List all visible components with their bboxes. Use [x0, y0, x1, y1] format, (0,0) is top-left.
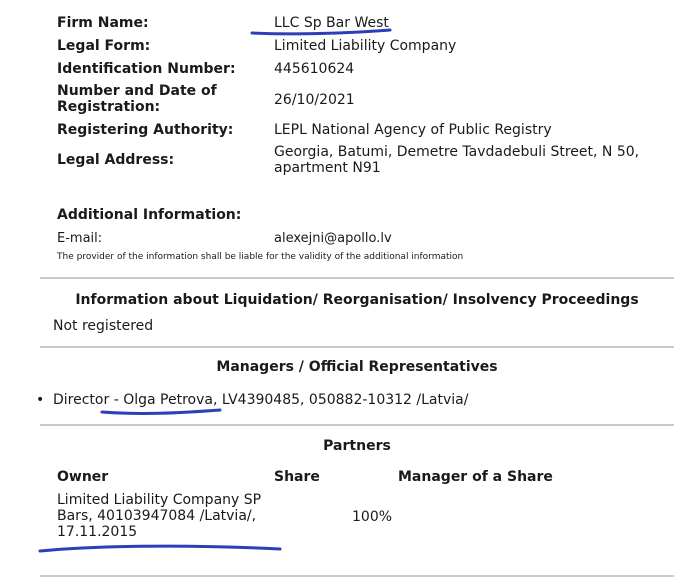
owner-line-2: Bars, 40103947084 /Latvia/,	[57, 508, 257, 524]
legal-address-value-line1: Georgia, Batumi, Demetre Tavdadebuli Street, N 50,	[274, 144, 640, 160]
legal-address-label: Legal Address:	[57, 152, 175, 168]
owner-line-1: Limited Liability Company SP	[57, 492, 262, 508]
email-value: alexejni@apollo.lv	[274, 231, 392, 246]
firm-name-label: Firm Name:	[57, 15, 149, 31]
identification-number-value: 445610624	[274, 61, 355, 77]
share-value: 100%	[352, 509, 393, 525]
owner-column-header: Owner	[57, 469, 109, 485]
partners-heading: Partners	[323, 438, 391, 454]
bullet: •	[36, 392, 45, 408]
additional-info-heading: Additional Information:	[57, 207, 242, 223]
registering-authority-value: LEPL National Agency of Public Registry	[274, 122, 552, 138]
legal-form-label: Legal Form:	[57, 38, 151, 54]
owner-underline	[40, 546, 280, 551]
email-label: E-mail:	[57, 231, 103, 246]
registration-date-label-line1: Number and Date of	[57, 83, 217, 99]
liquidation-heading: Information about Liquidation/ Reorganisation/ Insolvency Proceedings	[75, 292, 639, 308]
registration-date-label-line2: Registration:	[57, 99, 161, 115]
managers-heading: Managers / Official Representatives	[216, 359, 498, 375]
legal-form-value: Limited Liability Company	[274, 38, 457, 54]
share-column-header: Share	[274, 469, 320, 485]
identification-number-label: Identification Number:	[57, 61, 236, 77]
firm-name-underline	[252, 30, 390, 34]
director-entry: Director - Olga Petrova, LV4390485, 050882-10312 /Latvia/	[53, 392, 469, 408]
legal-address-value-line2: apartment N91	[274, 160, 381, 176]
director-name-underline	[102, 410, 220, 413]
liquidation-status: Not registered	[53, 318, 154, 334]
disclaimer-note: The provider of the information shall be liable for the validity of the additional information	[57, 252, 464, 262]
owner-line-3: 17.11.2015	[57, 524, 138, 540]
manager-of-share-column-header: Manager of a Share	[398, 469, 553, 485]
registering-authority-label: Registering Authority:	[57, 122, 234, 138]
firm-name-value: LLC Sp Bar West	[274, 15, 389, 31]
registration-date-value: 26/10/2021	[274, 92, 355, 108]
